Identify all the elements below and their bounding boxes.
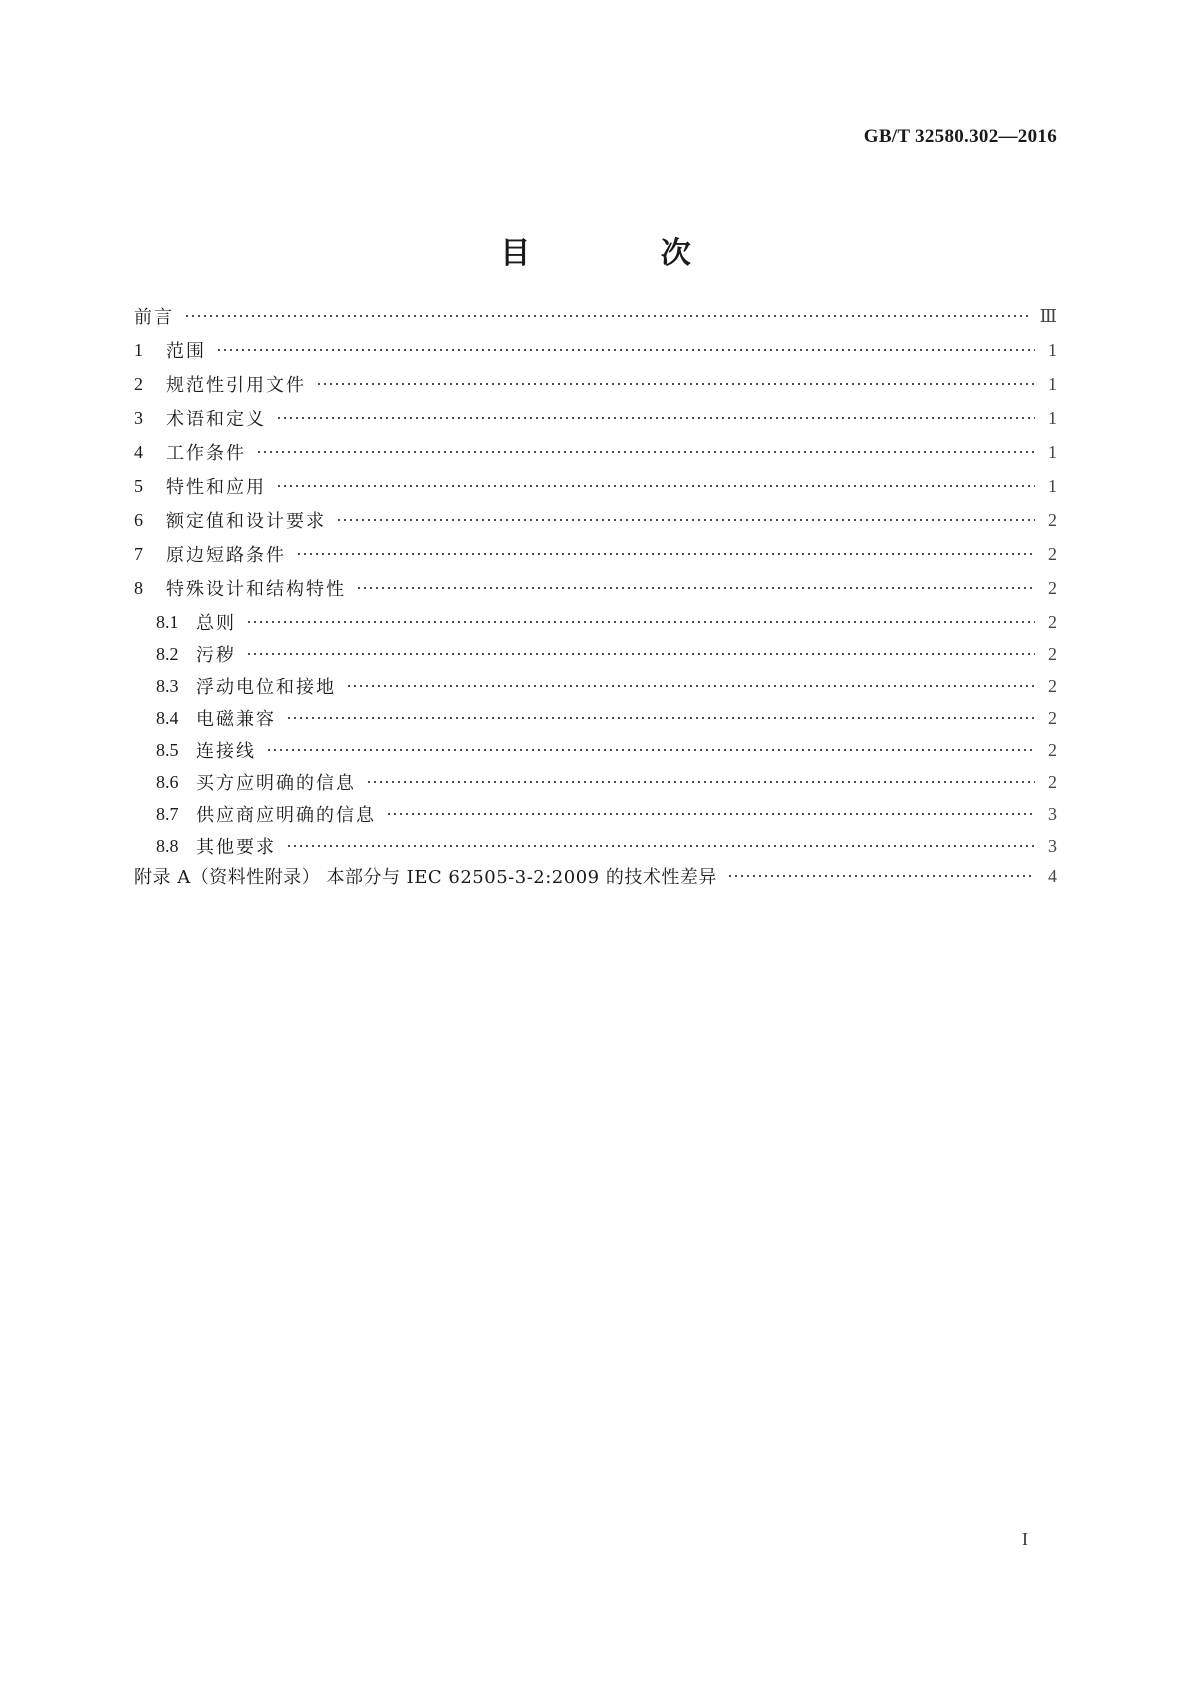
- toc-entry-number: 8.7: [156, 803, 179, 824]
- toc-entry-page: 2: [1048, 707, 1057, 728]
- toc-entry-page: 2: [1048, 675, 1057, 696]
- toc-entry-label: 附录 A（资料性附录） 本部分与 IEC 62505-3-2:2009 的技术性差异: [134, 867, 717, 888]
- toc-entry-label: 污秽: [196, 645, 236, 666]
- toc-entry-8-8[interactable]: [156, 832, 1057, 860]
- toc-entry-label: 规范性引用文件: [166, 375, 306, 396]
- dot-leader: [246, 649, 1035, 659]
- toc-entry-page: 2: [1048, 771, 1057, 792]
- toc-entry-8-2[interactable]: [156, 640, 1057, 668]
- toc-entry-label: 工作条件: [166, 443, 246, 464]
- toc-entry-label: 连接线: [196, 741, 256, 762]
- toc-entry-label: 前言: [134, 307, 174, 328]
- toc-entry-page: 3: [1048, 803, 1057, 824]
- toc-entry-4[interactable]: [134, 438, 1057, 466]
- toc-entry-1[interactable]: [134, 336, 1057, 364]
- dot-leader: [276, 481, 1035, 491]
- toc-entry-8-5[interactable]: [156, 736, 1057, 764]
- dot-leader: [296, 549, 1035, 559]
- toc-entry-number: 8.2: [156, 643, 179, 664]
- toc-entry-page: 2: [1048, 611, 1057, 632]
- dot-leader: [286, 841, 1035, 851]
- toc-entry-page: 2: [1048, 509, 1057, 530]
- toc-entry-number: 8.3: [156, 675, 179, 696]
- toc-entry-8-7[interactable]: [156, 800, 1057, 828]
- toc-entry-number: 8.4: [156, 707, 179, 728]
- toc-entry-number: 6: [134, 509, 143, 530]
- toc-entry-5[interactable]: [134, 472, 1057, 500]
- toc-entry-page: 1: [1048, 441, 1057, 462]
- toc-entry-label: 特性和应用: [166, 477, 266, 498]
- toc-entry-page: 1: [1048, 407, 1057, 428]
- toc-entry-number: 5: [134, 475, 143, 496]
- page-number: I: [1022, 1529, 1028, 1549]
- dot-leader: [356, 583, 1035, 593]
- toc-entry-foreword[interactable]: [134, 302, 1057, 330]
- dot-leader: [316, 379, 1035, 389]
- dot-leader: [336, 515, 1035, 525]
- toc-entry-label: 特殊设计和结构特性: [166, 579, 346, 600]
- toc-entry-2[interactable]: [134, 370, 1057, 398]
- toc-entry-number: 8.8: [156, 835, 179, 856]
- toc-entry-8-4[interactable]: [156, 704, 1057, 732]
- toc-entry-page: 2: [1048, 739, 1057, 760]
- toc-entry-page: 3: [1048, 835, 1057, 856]
- standard-code: GB/T 32580.302—2016: [863, 126, 1057, 147]
- toc-entry-label: 总则: [196, 613, 236, 634]
- toc-entry-number: 8: [134, 577, 143, 598]
- toc-entry-number: 4: [134, 441, 143, 462]
- toc-entry-page: 2: [1048, 643, 1057, 664]
- toc-entry-number: 7: [134, 543, 143, 564]
- dot-leader: [286, 713, 1035, 723]
- toc-entry-number: 1: [134, 339, 143, 360]
- toc-entry-label: 电磁兼容: [196, 709, 276, 730]
- toc-entry-number: 8.6: [156, 771, 179, 792]
- toc-entry-page: 1: [1048, 339, 1057, 360]
- dot-leader: [386, 809, 1035, 819]
- toc-entry-8[interactable]: [134, 574, 1057, 602]
- toc-entry-page: 1: [1048, 373, 1057, 394]
- dot-leader: [216, 345, 1035, 355]
- toc-entry-label: 浮动电位和接地: [196, 677, 336, 698]
- toc-entry-label: 范围: [166, 341, 206, 362]
- toc-entry-annex-a[interactable]: [134, 862, 1057, 890]
- toc-entry-number: 3: [134, 407, 143, 428]
- toc-entry-label: 供应商应明确的信息: [196, 805, 376, 826]
- toc-entry-number: 8.5: [156, 739, 179, 760]
- toc-entry-7[interactable]: [134, 540, 1057, 568]
- toc-entry-label: 术语和定义: [166, 409, 266, 430]
- toc-entry-page: 4: [1048, 865, 1057, 886]
- toc-title: 目 次: [500, 236, 751, 271]
- toc-entry-label: 额定值和设计要求: [166, 511, 326, 532]
- toc-entry-label: 买方应明确的信息: [196, 773, 356, 794]
- dot-leader: [276, 413, 1035, 423]
- toc-entry-page: 1: [1048, 475, 1057, 496]
- dot-leader: [346, 681, 1035, 691]
- dot-leader: [366, 777, 1035, 787]
- toc-entry-number: 8.1: [156, 611, 179, 632]
- toc-entry-8-3[interactable]: [156, 672, 1057, 700]
- toc-entry-page: 2: [1048, 543, 1057, 564]
- dot-leader: [727, 871, 1035, 881]
- toc-entry-page: Ⅲ: [1039, 305, 1057, 326]
- toc-entry-8-1[interactable]: [156, 608, 1057, 636]
- dot-leader: [184, 311, 1032, 321]
- toc-entry-number: 2: [134, 373, 143, 394]
- dot-leader: [246, 617, 1035, 627]
- toc-entry-3[interactable]: [134, 404, 1057, 432]
- toc-entry-8-6[interactable]: [156, 768, 1057, 796]
- toc-entry-6[interactable]: [134, 506, 1057, 534]
- toc-entry-page: 2: [1048, 577, 1057, 598]
- dot-leader: [266, 745, 1035, 755]
- dot-leader: [256, 447, 1035, 457]
- toc-entry-label: 原边短路条件: [166, 545, 286, 566]
- toc-entry-label: 其他要求: [196, 837, 276, 858]
